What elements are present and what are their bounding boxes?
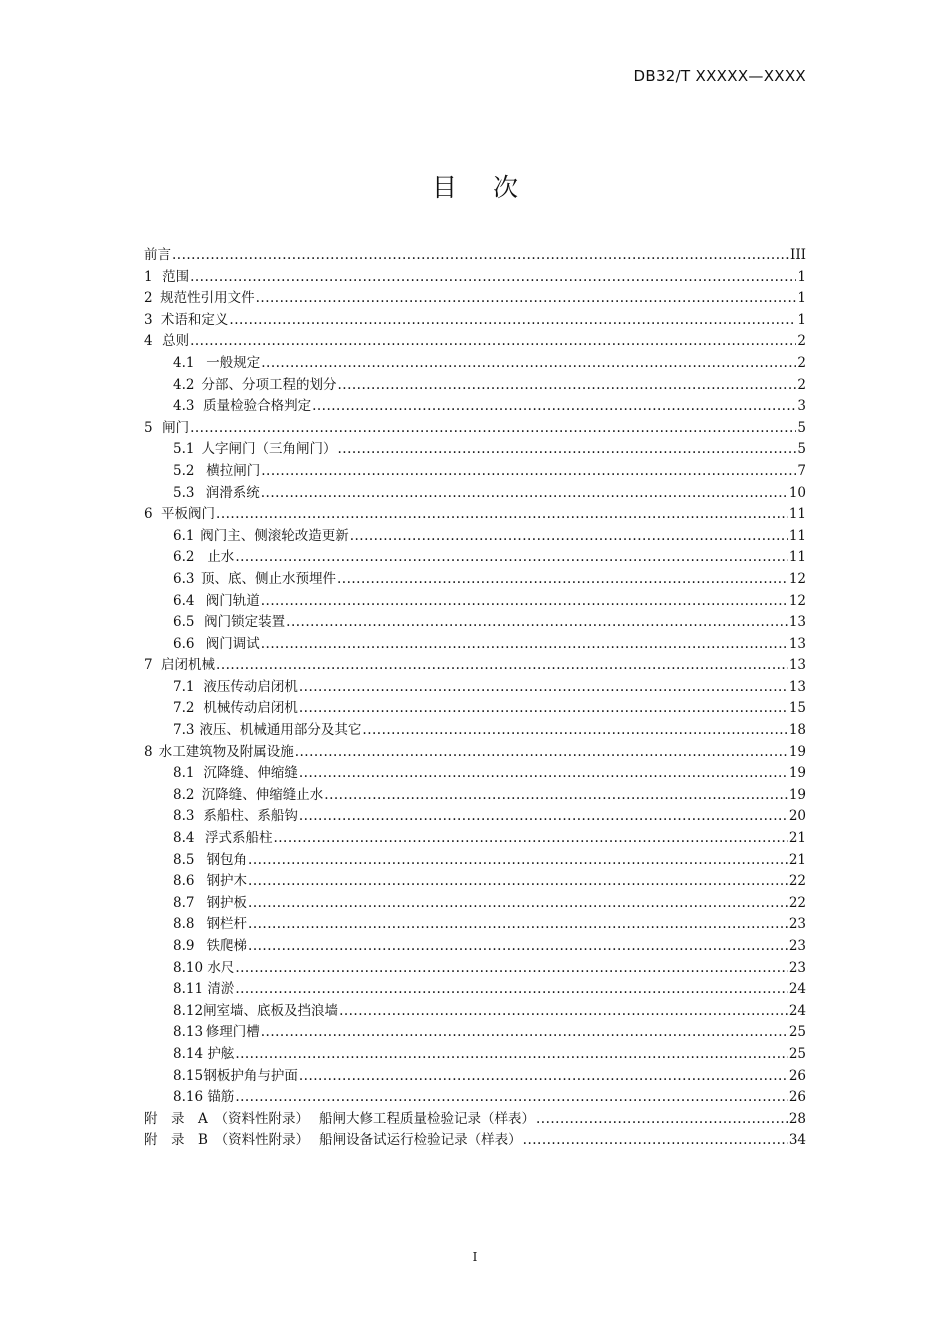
toc-appendix-label-group: [144, 1130, 522, 1152]
toc-entry-label: 分部、分项工程的划分: [201, 376, 337, 393]
table-of-contents: [144, 245, 806, 1152]
toc-entry-number: 6: [144, 506, 153, 523]
toc-entry-number: 5.1: [173, 441, 195, 458]
toc-entry[interactable]: [144, 655, 806, 677]
toc-entry[interactable]: [144, 936, 806, 958]
toc-entry-label: 沉降缝、伸缩缝止水: [201, 786, 324, 803]
toc-entry-number: 6.2: [173, 549, 195, 566]
toc-entry-number: 5.2: [173, 462, 195, 479]
toc-entry-number: 7.1: [173, 678, 195, 695]
toc-entry-page: 2: [797, 354, 806, 371]
toc-entry-number: 6.1: [173, 527, 195, 544]
toc-entry-label: 液压、机械通用部分及其它: [199, 722, 362, 739]
toc-entry-label: 总则: [162, 333, 190, 350]
dot-leader: [248, 936, 788, 958]
toc-entry-label: 铁爬梯: [206, 938, 248, 954]
dot-leader: [273, 828, 787, 850]
toc-entry[interactable]: [144, 828, 806, 850]
toc-entry[interactable]: [144, 547, 806, 569]
dot-leader: [339, 1001, 788, 1023]
toc-entry-page: 34: [788, 1132, 806, 1149]
toc-entry-number: 6.3: [173, 570, 195, 587]
toc-entry-page: 2: [797, 376, 806, 393]
toc-entry-number: 8.11: [173, 981, 204, 998]
toc-entry-number: 8.4: [173, 830, 195, 847]
toc-entry-page: 25: [788, 1024, 806, 1041]
dot-leader: [299, 806, 788, 828]
toc-entry-label: 钢护板: [206, 894, 248, 911]
dot-leader: [256, 288, 797, 310]
toc-entry[interactable]: [144, 763, 806, 785]
toc-entry-label: 规范性引用文件: [160, 290, 255, 307]
toc-entry-page: 19: [788, 765, 806, 782]
toc-entry[interactable]: [144, 698, 806, 720]
toc-entry-label: 闸门: [162, 419, 190, 436]
document-code: DB32/T XXXXX—XXXX: [633, 67, 806, 85]
dot-leader: [235, 958, 788, 980]
toc-entry-label: 闸室墙、底板及挡浪墙: [203, 1002, 339, 1019]
dot-leader: [324, 785, 788, 807]
toc-entry[interactable]: [144, 288, 806, 310]
toc-entry-number: 4.1: [173, 354, 195, 371]
toc-entry-number: 8.9: [173, 938, 195, 954]
toc-entry-label: 修理门槽: [205, 1024, 260, 1041]
toc-entry[interactable]: [144, 483, 806, 505]
dot-leader: [295, 742, 788, 764]
toc-entry-page: 3: [797, 398, 806, 415]
toc-entry-page: 23: [788, 916, 806, 933]
dot-leader: [261, 634, 788, 656]
toc-entry-page: 13: [788, 657, 806, 674]
toc-entry-label: 润滑系统: [205, 484, 260, 501]
toc-entry[interactable]: [144, 979, 806, 1001]
dot-leader: [235, 547, 788, 569]
dot-leader: [216, 504, 788, 526]
toc-entry-page: 1: [797, 290, 806, 307]
toc-entry-page: 22: [788, 894, 806, 911]
toc-entry-label: 阀门主、侧滚轮改造更新: [200, 527, 349, 544]
toc-entry-label: 前言: [144, 247, 171, 263]
toc-entry-page: 21: [788, 830, 806, 847]
appendix-title: 船闸设备试运行检验记录（样表）: [319, 1132, 522, 1149]
toc-entry-page: 11: [788, 527, 806, 544]
toc-entry-number: 4: [144, 333, 153, 350]
toc-entry[interactable]: [144, 310, 806, 332]
toc-entry[interactable]: [144, 634, 806, 656]
toc-entry[interactable]: [144, 526, 806, 548]
toc-entry-page: 12: [788, 592, 806, 609]
dot-leader: [235, 1044, 788, 1066]
toc-entry-page: 24: [788, 981, 806, 998]
toc-entry-label: 沉降缝、伸缩缝: [203, 765, 298, 782]
toc-entry-label: 阀门轨道: [205, 592, 260, 609]
toc-entry-page: 5: [797, 441, 806, 458]
appendix-prefix: 附 录 A （资料性附录）: [144, 1110, 309, 1127]
toc-entry-number: 5: [144, 419, 153, 436]
toc-entry[interactable]: [144, 1022, 806, 1044]
toc-entry-number: 8.8: [173, 916, 195, 933]
toc-entry-label: 水尺: [207, 959, 235, 976]
toc-entry[interactable]: [144, 1001, 806, 1023]
dot-leader: [338, 439, 797, 461]
toc-entry-number: 6.6: [173, 635, 195, 652]
toc-entry[interactable]: [144, 871, 806, 893]
toc-entry-label: 阀门调试: [205, 635, 260, 652]
toc-entry[interactable]: [144, 418, 806, 440]
toc-appendix-label-group: [144, 1109, 535, 1131]
dot-leader: [248, 871, 788, 893]
dot-leader: [261, 483, 788, 505]
toc-entry[interactable]: [144, 914, 806, 936]
toc-entry[interactable]: [144, 1044, 806, 1066]
toc-entry-number: 6.4: [173, 592, 195, 609]
toc-entry-label: 顶、底、侧止水预埋件: [201, 570, 336, 587]
toc-entry[interactable]: [144, 677, 806, 699]
toc-entry-number: 8.1: [173, 765, 195, 782]
toc-appendix-entry[interactable]: [144, 1109, 806, 1131]
toc-entry[interactable]: [144, 245, 806, 267]
toc-entry-page: 24: [788, 1002, 806, 1019]
dot-leader: [235, 979, 788, 1001]
toc-entry-page: 13: [788, 678, 806, 695]
toc-entry-number: 8.6: [173, 873, 195, 890]
toc-entry-page: 10: [788, 484, 806, 501]
toc-entry-label: 钢板护角与护面: [203, 1067, 298, 1084]
toc-entry[interactable]: [144, 267, 806, 289]
toc-entry-label: 钢栏杆: [206, 916, 248, 933]
toc-entry-page: 21: [788, 851, 806, 868]
dot-leader: [286, 612, 788, 634]
toc-entry-page: 12: [788, 570, 806, 587]
toc-entry-number: 7.3: [173, 722, 195, 739]
toc-entry-number: 4.2: [173, 376, 195, 393]
toc-entry-label: 液压传动启闭机: [203, 678, 298, 695]
toc-entry[interactable]: [144, 893, 806, 915]
toc-entry-number: 8.16: [173, 1089, 204, 1106]
toc-entry-number: 2: [144, 290, 153, 307]
toc-entry-label: 质量检验合格判定: [203, 398, 312, 415]
toc-entry-page: 22: [788, 873, 806, 890]
toc-entry[interactable]: [144, 439, 806, 461]
toc-entry-label: 护舷: [207, 1045, 235, 1062]
dot-leader: [337, 569, 788, 591]
toc-appendix-entry[interactable]: [144, 1130, 806, 1152]
toc-entry-page: 1: [797, 311, 806, 328]
toc-entry-number: 4.3: [173, 398, 195, 415]
toc-entry-label: 机械传动启闭机: [203, 700, 298, 717]
page-title: 目 次: [432, 173, 532, 202]
toc-entry-label: 钢护木: [206, 873, 248, 890]
appendix-title: 船闸大修工程质量检验记录（样表）: [319, 1110, 535, 1127]
toc-entry-number: 7: [144, 657, 153, 674]
toc-entry-label: 人字闸门（三角闸门）: [201, 441, 337, 458]
toc-entry-number: 8.14: [173, 1045, 204, 1062]
toc-entry-label: 止水: [207, 549, 235, 566]
dot-leader: [312, 396, 796, 418]
toc-entry-label: 清淤: [207, 981, 235, 998]
dot-leader: [523, 1130, 788, 1152]
toc-entry-label: 浮式系船柱: [204, 830, 273, 847]
toc-entry-number: 8.7: [173, 894, 195, 911]
toc-entry[interactable]: [144, 1066, 806, 1088]
toc-entry-number: 8.12: [173, 1002, 204, 1019]
toc-entry-number: 7.2: [173, 700, 195, 717]
toc-entry[interactable]: [144, 353, 806, 375]
toc-entry-page: 26: [788, 1067, 806, 1084]
toc-entry-label: 启闭机械: [161, 657, 216, 674]
dot-leader: [216, 655, 788, 677]
toc-entry-number: 6.5: [173, 614, 195, 631]
dot-leader: [350, 526, 788, 548]
toc-entry-number: 3: [144, 311, 153, 328]
toc-entry-page: III: [790, 247, 806, 263]
toc-entry[interactable]: [144, 850, 806, 872]
toc-entry-number: 5.3: [173, 484, 195, 501]
toc-entry[interactable]: [144, 806, 806, 828]
toc-entry-label: 一般规定: [206, 354, 261, 371]
dot-leader: [190, 267, 796, 289]
dot-leader: [248, 850, 788, 872]
toc-entry-page: 19: [788, 786, 806, 803]
dot-leader: [229, 310, 796, 332]
toc-entry[interactable]: [144, 396, 806, 418]
dot-leader: [299, 1066, 788, 1088]
toc-entry-page: 11: [788, 549, 806, 566]
dot-leader: [299, 677, 788, 699]
dot-leader: [190, 418, 796, 440]
dot-leader: [248, 914, 788, 936]
toc-entry-label: 平板阀门: [161, 506, 216, 523]
toc-entry-page: 1: [797, 268, 806, 285]
dot-leader: [235, 1087, 788, 1109]
toc-entry-number: 8.5: [173, 851, 195, 868]
dot-leader: [261, 1022, 788, 1044]
toc-entry-page: 26: [788, 1089, 806, 1106]
toc-entry-number: 8.3: [173, 808, 195, 825]
toc-entry-number: 8.13: [173, 1024, 204, 1041]
toc-entry[interactable]: [144, 331, 806, 353]
dot-leader: [299, 698, 788, 720]
toc-entry-label: 术语和定义: [160, 311, 229, 328]
toc-entry-label: 范围: [162, 268, 190, 285]
toc-entry[interactable]: [144, 461, 806, 483]
toc-entry-page: 13: [788, 614, 806, 631]
toc-entry-number: 8.2: [173, 786, 195, 803]
dot-leader: [190, 331, 796, 353]
toc-entry-page: 2: [797, 333, 806, 350]
toc-entry[interactable]: [144, 1087, 806, 1109]
dot-leader: [362, 720, 787, 742]
toc-entry[interactable]: [144, 720, 806, 742]
dot-leader: [338, 375, 797, 397]
page-number: I: [472, 1250, 478, 1264]
toc-entry-page: 5: [797, 419, 806, 436]
toc-entry-page: 23: [788, 938, 806, 954]
toc-entry-label: 水工建筑物及附属设施: [158, 743, 294, 760]
toc-entry-page: 23: [788, 959, 806, 976]
toc-entry-number: 8.15: [173, 1067, 204, 1084]
toc-entry-page: 20: [788, 808, 806, 825]
toc-entry[interactable]: [144, 591, 806, 613]
toc-entry-page: 7: [797, 462, 806, 479]
toc-entry-page: 11: [788, 506, 806, 523]
toc-entry-label: 锚筋: [207, 1089, 235, 1106]
dot-leader: [536, 1109, 788, 1131]
toc-entry-number: 1: [144, 268, 153, 285]
dot-leader: [261, 461, 796, 483]
dot-leader: [299, 763, 788, 785]
toc-entry-page: 25: [788, 1045, 806, 1062]
toc-entry-page: 13: [788, 635, 806, 652]
toc-entry[interactable]: [144, 785, 806, 807]
toc-entry-page: 18: [788, 722, 806, 739]
toc-entry-number: 8.10: [173, 959, 204, 976]
toc-entry[interactable]: [144, 504, 806, 526]
toc-entry[interactable]: [144, 569, 806, 591]
dot-leader: [261, 353, 796, 375]
toc-entry[interactable]: [144, 612, 806, 634]
toc-entry-page: 15: [788, 700, 806, 717]
toc-entry[interactable]: [144, 375, 806, 397]
toc-entry[interactable]: [144, 958, 806, 980]
appendix-prefix: 附 录 B （资料性附录）: [144, 1132, 310, 1149]
toc-entry-label: 钢包角: [206, 851, 248, 868]
dot-leader: [248, 893, 788, 915]
dot-leader: [172, 245, 789, 267]
toc-entry-page: 28: [788, 1110, 806, 1127]
toc-entry-label: 阀门锁定装置: [204, 614, 286, 631]
toc-entry-label: 横拉闸门: [206, 462, 261, 479]
toc-entry-number: 8: [144, 743, 153, 760]
toc-entry-page: 19: [788, 743, 806, 760]
toc-entry-label: 系船柱、系船钩: [203, 808, 298, 825]
toc-entry[interactable]: [144, 742, 806, 764]
dot-leader: [261, 591, 788, 613]
